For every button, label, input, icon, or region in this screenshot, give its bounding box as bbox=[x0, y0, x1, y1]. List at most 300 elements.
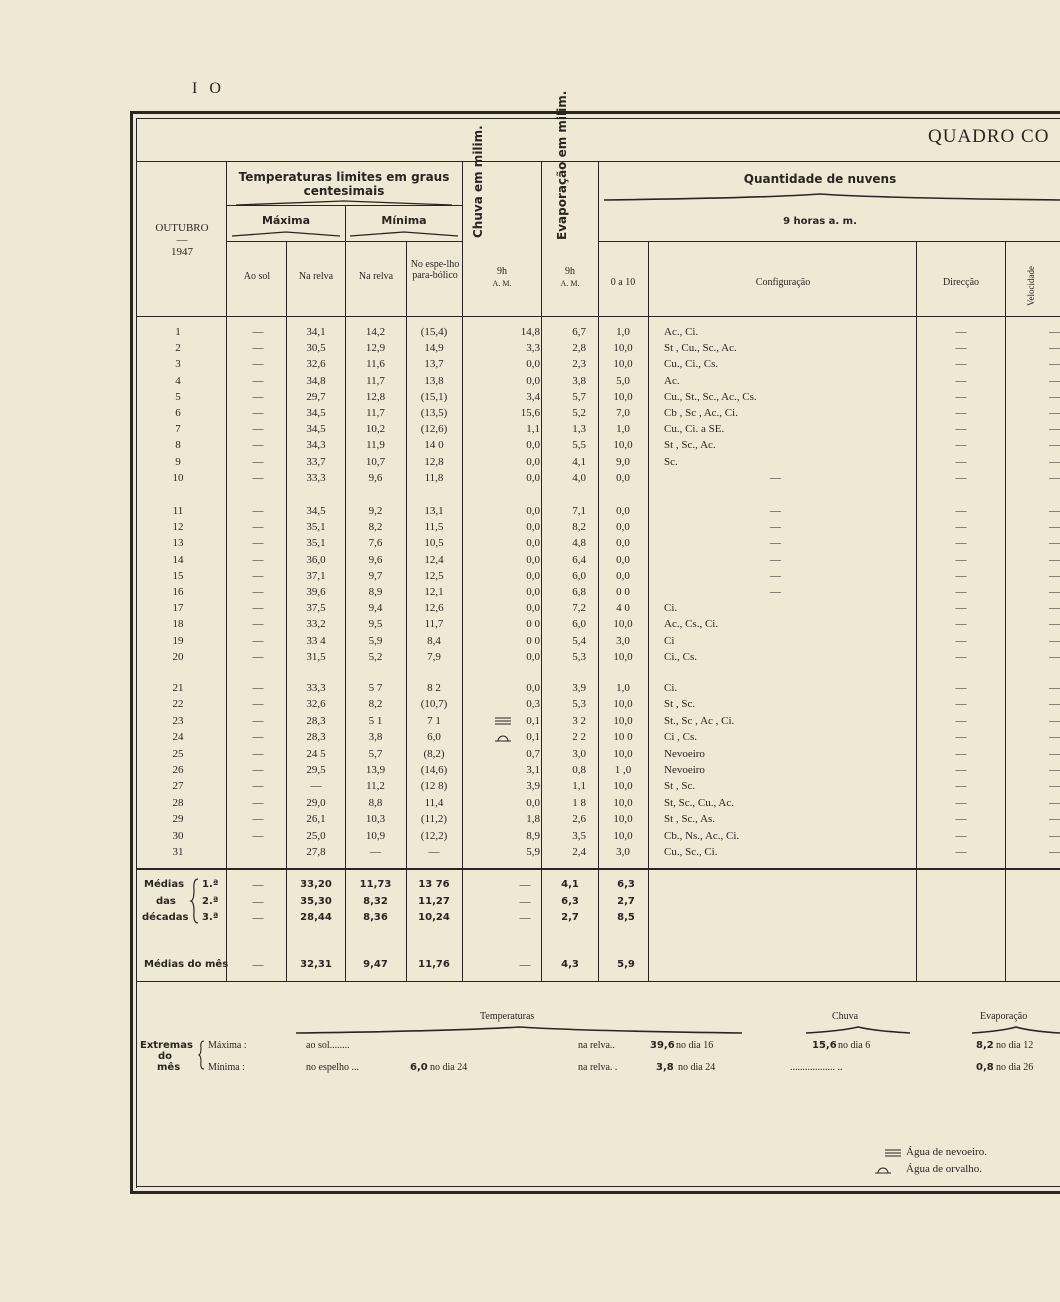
cell-rm: 35,1 bbox=[306, 537, 326, 550]
cell-q: 10,0 bbox=[613, 747, 633, 760]
cell-ev: 2 2 bbox=[572, 731, 586, 744]
cell-ch: 3,4 bbox=[526, 390, 540, 403]
cell-rm: 33,3 bbox=[306, 471, 326, 484]
cell-esp: 14,9 bbox=[424, 342, 444, 355]
cell-v: — bbox=[1049, 569, 1060, 582]
cell-esp: (12,6) bbox=[420, 423, 448, 436]
medias-dec-rm: 33,20 bbox=[300, 879, 332, 890]
cell-q: 10,0 bbox=[613, 390, 633, 403]
cell-ev: 3 2 bbox=[572, 714, 586, 727]
cell-dr: — bbox=[955, 374, 967, 387]
minima-header: Mínima bbox=[381, 214, 427, 227]
cell-cf: Cu., Ci. a SE. bbox=[664, 423, 725, 436]
cell-q: 1,0 bbox=[616, 326, 630, 338]
cell-v: — bbox=[1049, 471, 1060, 484]
cell-sol: — bbox=[252, 747, 264, 760]
cell-q: 1 ,0 bbox=[614, 764, 632, 776]
cell-d: 7 bbox=[175, 423, 181, 436]
cell-q: 3,0 bbox=[616, 634, 630, 647]
extremes-maxima-label: Máxima : bbox=[208, 1040, 247, 1051]
min-chuva-dots: .................. .. bbox=[790, 1062, 843, 1073]
cell-dr: — bbox=[955, 698, 967, 711]
cell-sol: — bbox=[252, 374, 264, 387]
cell-sol: — bbox=[252, 764, 264, 776]
cell-ev: 4,1 bbox=[572, 455, 586, 468]
medias-mes-rn: 9,47 bbox=[363, 959, 388, 970]
cell-rn: 5,7 bbox=[368, 747, 383, 760]
min-relva-label: na relva. . bbox=[578, 1062, 618, 1073]
cell-cf: Cb , Sc , Ac., Ci. bbox=[664, 407, 738, 419]
cell-rn: 14,2 bbox=[365, 326, 386, 338]
cell-v: — bbox=[1049, 780, 1060, 793]
extremes-label-1: Extremas bbox=[140, 1040, 193, 1051]
cell-ch: 0,0 bbox=[526, 796, 540, 809]
cell-ch: 3,3 bbox=[526, 342, 540, 355]
cell-ev: 3,0 bbox=[572, 747, 586, 760]
cell-rn: 3,8 bbox=[368, 731, 383, 744]
cell-rm: 34,1 bbox=[306, 326, 326, 338]
extremes-chuva-title: Chuva bbox=[832, 1011, 859, 1022]
cell-q: 1,0 bbox=[616, 423, 630, 436]
cell-q: 7,0 bbox=[616, 407, 630, 419]
cell-d: 23 bbox=[172, 714, 184, 727]
col-line-q bbox=[598, 161, 599, 981]
cell-sol: — bbox=[252, 471, 264, 484]
cell-sol: — bbox=[252, 439, 264, 452]
cell-dr: — bbox=[955, 521, 967, 534]
cell-dr: — bbox=[955, 764, 967, 776]
temp-brace-icon bbox=[236, 199, 452, 207]
cell-cf: — bbox=[770, 471, 781, 484]
cell-dr: — bbox=[955, 569, 967, 582]
cell-d: 21 bbox=[172, 682, 184, 694]
medias-dec-rn: 11,73 bbox=[359, 879, 392, 890]
cell-esp: 10,5 bbox=[424, 537, 444, 550]
cell-cf: Cb., Ns., Ac., Ci. bbox=[664, 829, 740, 842]
min-evap-day: no dia 26 bbox=[996, 1062, 1034, 1073]
col-line-chuva bbox=[462, 161, 463, 981]
cell-ev: 3,8 bbox=[572, 374, 586, 387]
medias-dec-rm: 35,30 bbox=[300, 895, 332, 907]
cell-dr: — bbox=[955, 634, 967, 647]
cell-ev: 5,2 bbox=[572, 407, 586, 419]
cell-v: — bbox=[1049, 618, 1060, 631]
medias-dec-ev: 6,3 bbox=[561, 895, 579, 907]
medias-dec-ev: 4,1 bbox=[561, 879, 579, 890]
cell-v: — bbox=[1049, 505, 1060, 517]
cell-q: 10,0 bbox=[613, 618, 633, 631]
cell-sol: — bbox=[252, 682, 264, 694]
maxima-header: Máxima bbox=[261, 214, 311, 227]
cell-d: 3 bbox=[175, 358, 181, 371]
cell-esp: 8,4 bbox=[427, 634, 441, 647]
evap-am: A. M. bbox=[560, 279, 580, 288]
chuva-am: A. M. bbox=[492, 279, 512, 288]
cell-cf: Ac., Cs., Ci. bbox=[664, 618, 719, 631]
cell-cf: St , Sc. bbox=[664, 698, 696, 711]
month-dash: — bbox=[176, 234, 188, 246]
fog-water-icon bbox=[884, 1147, 902, 1159]
cell-cf: — bbox=[770, 553, 781, 566]
cell-ch: 0 0 bbox=[526, 618, 540, 631]
cell-d: 19 bbox=[172, 634, 184, 647]
col-line-dir bbox=[916, 241, 917, 981]
cell-ev: 1 8 bbox=[572, 796, 586, 809]
cell-cf: St , Cu., Sc., Ac. bbox=[664, 342, 737, 355]
cell-v: — bbox=[1049, 650, 1060, 663]
cell-ev: 5,3 bbox=[572, 698, 586, 711]
cell-ev: 6,8 bbox=[572, 586, 586, 598]
cell-sol: — bbox=[252, 586, 264, 598]
cell-ch: 5,9 bbox=[526, 846, 540, 858]
cell-v: — bbox=[1049, 682, 1060, 694]
cell-cf: Ac., Ci. bbox=[664, 326, 699, 338]
cell-cf: St, Sc., Cu., Ac. bbox=[664, 796, 734, 809]
cell-rm: 33,2 bbox=[306, 618, 326, 631]
cell-sol: — bbox=[252, 569, 264, 582]
cell-ch: 0,0 bbox=[526, 602, 540, 615]
cell-d: 28 bbox=[172, 796, 184, 809]
medias-label-2: das bbox=[156, 896, 176, 907]
cell-sol: — bbox=[252, 358, 264, 371]
evap-hour: 9h bbox=[565, 266, 575, 277]
cell-sol: — bbox=[252, 342, 264, 355]
cell-esp: 12,1 bbox=[424, 586, 444, 598]
medias-mes-rm: 32,31 bbox=[300, 959, 332, 970]
cell-dr: — bbox=[955, 342, 967, 355]
cell-cf: Sc. bbox=[664, 455, 678, 468]
medias-dec-q: 8,5 bbox=[617, 912, 635, 923]
cell-rm: 28,3 bbox=[306, 714, 326, 727]
cell-rn: 11,9 bbox=[366, 439, 385, 452]
cell-rn: 11,7 bbox=[366, 374, 385, 387]
cell-cf: Ci. bbox=[664, 602, 678, 615]
cell-dr: — bbox=[955, 423, 967, 436]
month-label: OUTUBRO bbox=[155, 222, 209, 234]
cell-rm: 33,7 bbox=[306, 455, 326, 468]
velocidade-header: Velocidade bbox=[1026, 266, 1036, 306]
cell-v: — bbox=[1049, 796, 1060, 809]
medias-mes-ch: — bbox=[519, 959, 531, 971]
cell-esp: 14 0 bbox=[424, 439, 444, 452]
dew-water-icon bbox=[494, 731, 512, 743]
col-line-evap bbox=[541, 161, 542, 981]
cell-esp: (12,2) bbox=[420, 829, 448, 842]
cell-q: 10,0 bbox=[613, 714, 633, 727]
cell-q: 5,0 bbox=[616, 374, 630, 387]
medias-dec-sol: — bbox=[252, 879, 264, 891]
cell-rm: 27,8 bbox=[306, 846, 326, 858]
cell-d: 9 bbox=[175, 455, 181, 468]
cell-v: — bbox=[1049, 374, 1060, 387]
cell-d: 27 bbox=[172, 780, 184, 793]
table-frame-top-inner bbox=[136, 118, 1060, 119]
cell-esp: 11,8 bbox=[424, 471, 444, 484]
cell-d: 22 bbox=[172, 698, 184, 711]
cell-rm: — bbox=[310, 780, 322, 793]
cell-sol: — bbox=[252, 714, 264, 727]
cell-rn: 5 7 bbox=[368, 682, 383, 694]
cell-rm: 39,6 bbox=[306, 586, 326, 598]
cell-esp: (12 8) bbox=[420, 780, 448, 793]
cell-rn: 5 1 bbox=[368, 714, 383, 727]
cell-cf: St., Sc , Ac , Ci. bbox=[664, 714, 735, 727]
cell-ev: 1,1 bbox=[572, 780, 586, 793]
cell-ev: 2,3 bbox=[572, 358, 586, 371]
medias-label-3: décadas bbox=[142, 912, 189, 923]
cell-d: 1 bbox=[175, 326, 181, 338]
cell-rm: 25,0 bbox=[306, 829, 326, 842]
cell-cf: Cu., Sc., Ci. bbox=[664, 846, 718, 858]
cell-ev: 2,8 bbox=[572, 342, 586, 355]
medias-dec-esp: 10,24 bbox=[418, 912, 450, 923]
cell-dr: — bbox=[955, 358, 967, 371]
cell-sol: — bbox=[252, 796, 264, 809]
cell-d: 17 bbox=[172, 602, 184, 615]
configuracao-header: Configuração bbox=[755, 277, 811, 288]
cell-esp: 12,6 bbox=[424, 602, 444, 615]
cell-ev: 7,1 bbox=[572, 505, 586, 517]
medias-dec-sol: — bbox=[252, 912, 264, 924]
cell-d: 14 bbox=[172, 553, 184, 566]
cell-q: 10,0 bbox=[613, 780, 633, 793]
cell-v: — bbox=[1049, 747, 1060, 760]
cell-d: 13 bbox=[172, 537, 184, 550]
cell-dr: — bbox=[955, 537, 967, 550]
cell-d: 2 bbox=[175, 342, 181, 355]
max-evap-value: 8,2 bbox=[976, 1040, 994, 1051]
cell-ev: 6,4 bbox=[572, 553, 586, 566]
cell-dr: — bbox=[955, 618, 967, 631]
cell-rm: 34,5 bbox=[306, 505, 326, 517]
cell-cf: St , Sc., Ac. bbox=[664, 439, 716, 452]
cell-q: 0,0 bbox=[616, 505, 630, 517]
cell-dr: — bbox=[955, 829, 967, 842]
medias-mes-esp: 11,76 bbox=[418, 959, 450, 970]
cell-q: 0,0 bbox=[616, 521, 630, 534]
medias-brace-icon bbox=[191, 878, 199, 924]
cell-rm: 32,6 bbox=[306, 358, 326, 371]
cell-d: 10 bbox=[172, 471, 184, 484]
page-title: QUADRO CO bbox=[928, 126, 1050, 147]
cell-dr: — bbox=[955, 439, 967, 452]
cell-cf: Ci., Cs. bbox=[664, 650, 698, 663]
cell-d: 25 bbox=[172, 747, 184, 760]
cell-d: 26 bbox=[172, 764, 184, 776]
cell-sol: — bbox=[252, 521, 264, 534]
cell-rm: 33,3 bbox=[306, 682, 326, 694]
medias-label-1: Médias bbox=[144, 879, 185, 890]
cell-rn: 9,4 bbox=[368, 602, 383, 615]
cell-rn: 12,8 bbox=[365, 390, 386, 403]
cell-ev: 4,0 bbox=[572, 471, 586, 484]
cell-rn: 5,2 bbox=[368, 650, 383, 663]
cell-q: 0,0 bbox=[616, 471, 630, 484]
cell-q: 10,0 bbox=[613, 358, 633, 371]
cell-rm: 33 4 bbox=[306, 634, 326, 647]
medias-mes-q: 5,9 bbox=[617, 959, 635, 970]
cell-d: 4 bbox=[175, 374, 181, 387]
cell-dr: — bbox=[955, 390, 967, 403]
cell-dr: — bbox=[955, 553, 967, 566]
cell-rn: 9,6 bbox=[368, 553, 383, 566]
cell-ch: 0,0 bbox=[526, 505, 540, 517]
minima-brace-icon bbox=[350, 230, 458, 238]
cell-v: — bbox=[1049, 423, 1060, 436]
medias-dec-n: 2.ª bbox=[202, 895, 219, 907]
min-evap-value: 0,8 bbox=[976, 1062, 994, 1073]
medias-bottom-line bbox=[136, 981, 1060, 982]
cell-dr: — bbox=[955, 796, 967, 809]
medias-dec-sol: — bbox=[252, 895, 264, 908]
cell-rn: 8,2 bbox=[368, 698, 383, 711]
table-frame-left-inner bbox=[136, 118, 137, 1188]
cell-esp: 11,5 bbox=[424, 521, 444, 534]
cell-d: 30 bbox=[172, 829, 184, 842]
cell-rm: 28,3 bbox=[306, 731, 326, 744]
cell-esp: (14,6) bbox=[420, 764, 448, 776]
cell-ev: 7,2 bbox=[572, 602, 586, 615]
cell-q: 10,0 bbox=[613, 698, 633, 711]
cell-ev: 5,7 bbox=[572, 390, 586, 403]
table-frame-top bbox=[130, 111, 1060, 114]
cell-v: — bbox=[1049, 714, 1060, 727]
cell-rn: 10,7 bbox=[365, 455, 386, 468]
cell-v: — bbox=[1049, 846, 1060, 858]
cell-dr: — bbox=[955, 780, 967, 793]
cell-ch: 0,0 bbox=[526, 471, 540, 484]
nove-horas-header: 9 horas a. m. bbox=[783, 216, 857, 227]
cell-rn: 13,9 bbox=[365, 764, 386, 776]
cell-rm: 34,5 bbox=[306, 407, 326, 419]
cell-ev: 1,3 bbox=[572, 423, 586, 436]
extremes-label-3: mês bbox=[157, 1062, 181, 1073]
cell-dr: — bbox=[955, 326, 967, 338]
cell-ch: 0,0 bbox=[526, 650, 540, 663]
cell-esp: 12,8 bbox=[424, 455, 444, 468]
cell-rn: 5,9 bbox=[368, 634, 383, 647]
cell-ch: 1,8 bbox=[526, 813, 540, 826]
year-label: 1947 bbox=[171, 246, 193, 258]
cell-q: 1,0 bbox=[616, 682, 630, 694]
max-chuva-value: 15,6 bbox=[812, 1040, 837, 1051]
cell-v: — bbox=[1049, 829, 1060, 842]
cell-esp: (8,2) bbox=[423, 747, 445, 760]
cell-ch: 3,9 bbox=[526, 780, 540, 793]
cell-d: 15 bbox=[172, 569, 184, 582]
cell-q: 4 0 bbox=[616, 602, 630, 615]
cell-sol: — bbox=[252, 537, 264, 550]
cell-cf: Nevoeiro bbox=[664, 747, 705, 760]
cell-rn: 10,3 bbox=[365, 813, 386, 826]
cell-ev: 5,4 bbox=[572, 634, 586, 647]
medias-dec-ev: 2,7 bbox=[561, 912, 579, 923]
medias-dec-esp: 11,27 bbox=[418, 895, 450, 907]
cell-esp: 12,4 bbox=[424, 553, 444, 566]
cell-v: — bbox=[1049, 358, 1060, 371]
medias-dec-esp: 13 76 bbox=[418, 879, 450, 890]
table-frame-bottom bbox=[130, 1191, 1060, 1194]
cell-v: — bbox=[1049, 634, 1060, 647]
cell-sol: — bbox=[252, 390, 264, 403]
cell-v: — bbox=[1049, 455, 1060, 468]
min-relva-day: no dia 24 bbox=[678, 1062, 716, 1073]
min-esp-day: no dia 24 bbox=[430, 1062, 468, 1073]
na-relva-min-header: Na relva bbox=[358, 271, 394, 282]
cell-dr: — bbox=[955, 650, 967, 663]
cell-esp: 8 2 bbox=[427, 682, 441, 694]
maxima-brace-icon bbox=[232, 230, 340, 238]
extremes-label-2: do bbox=[158, 1051, 173, 1062]
cell-cf: — bbox=[770, 505, 781, 517]
nuvens-brace-icon bbox=[604, 192, 1060, 202]
cell-esp: (10,7) bbox=[420, 698, 448, 711]
cell-cf: Ci bbox=[664, 634, 675, 647]
direccao-header: Direcção bbox=[942, 277, 980, 288]
cell-q: 3,0 bbox=[616, 846, 630, 858]
table-frame-bottom-inner bbox=[136, 1186, 1060, 1187]
cell-cf: Nevoeiro bbox=[664, 764, 705, 776]
cell-sol: — bbox=[252, 650, 264, 663]
cell-esp: 7 1 bbox=[427, 714, 441, 727]
cell-sol: — bbox=[252, 423, 264, 436]
cell-rn: — bbox=[370, 846, 381, 858]
cell-ch: 0 0 bbox=[526, 634, 540, 647]
cell-ch: 1,1 bbox=[526, 423, 540, 436]
cell-q: 0,0 bbox=[616, 569, 630, 582]
cell-esp: — bbox=[428, 846, 440, 858]
cell-rm: 29,0 bbox=[306, 796, 326, 809]
cell-rn: 8,8 bbox=[368, 796, 383, 809]
cell-ev: 6,7 bbox=[572, 326, 586, 338]
cell-v: — bbox=[1049, 813, 1060, 826]
medias-dec-q: 6,3 bbox=[617, 879, 635, 890]
nuvens-sub-line bbox=[598, 241, 1060, 242]
ao-sol-header: Ao sol bbox=[243, 271, 271, 282]
cell-dr: — bbox=[955, 846, 967, 858]
cell-rn: 11,6 bbox=[366, 358, 385, 371]
cell-rn: 10,9 bbox=[365, 829, 386, 842]
cell-cf: — bbox=[770, 521, 781, 534]
cell-rm: 37,5 bbox=[306, 602, 326, 615]
medias-dec-q: 2,7 bbox=[617, 895, 635, 907]
cell-dr: — bbox=[955, 471, 967, 484]
temperatures-group-header: Temperaturas limites em graus centesimais bbox=[238, 170, 450, 198]
cell-v: — bbox=[1049, 342, 1060, 355]
cell-rn: 9,7 bbox=[368, 569, 383, 582]
cell-rm: 31,5 bbox=[306, 650, 326, 663]
cell-rm: 34,8 bbox=[306, 374, 326, 387]
cell-sol: — bbox=[252, 455, 264, 468]
medias-mes-label: Médias do mês bbox=[144, 959, 229, 970]
max-relva-day: no dia 16 bbox=[676, 1040, 714, 1051]
cell-q: 0 0 bbox=[616, 586, 630, 598]
cell-sol: — bbox=[252, 698, 264, 711]
cell-cf: — bbox=[770, 569, 781, 582]
cell-dr: — bbox=[955, 714, 967, 727]
cell-d: 18 bbox=[172, 618, 184, 631]
cell-v: — bbox=[1049, 764, 1060, 776]
cell-q: 0,0 bbox=[616, 537, 630, 550]
cell-esp: (13,5) bbox=[420, 407, 448, 419]
extremes-minima-label: Mínima : bbox=[208, 1062, 245, 1073]
medias-dec-ch: — bbox=[519, 912, 531, 924]
legend-fog: Água de nevoeiro. bbox=[906, 1146, 987, 1158]
cell-esp: 13,7 bbox=[424, 358, 444, 371]
extremes-temp-brace-icon bbox=[296, 1025, 742, 1035]
cell-ev: 4,8 bbox=[572, 537, 586, 550]
cell-ev: 0,8 bbox=[572, 764, 586, 776]
